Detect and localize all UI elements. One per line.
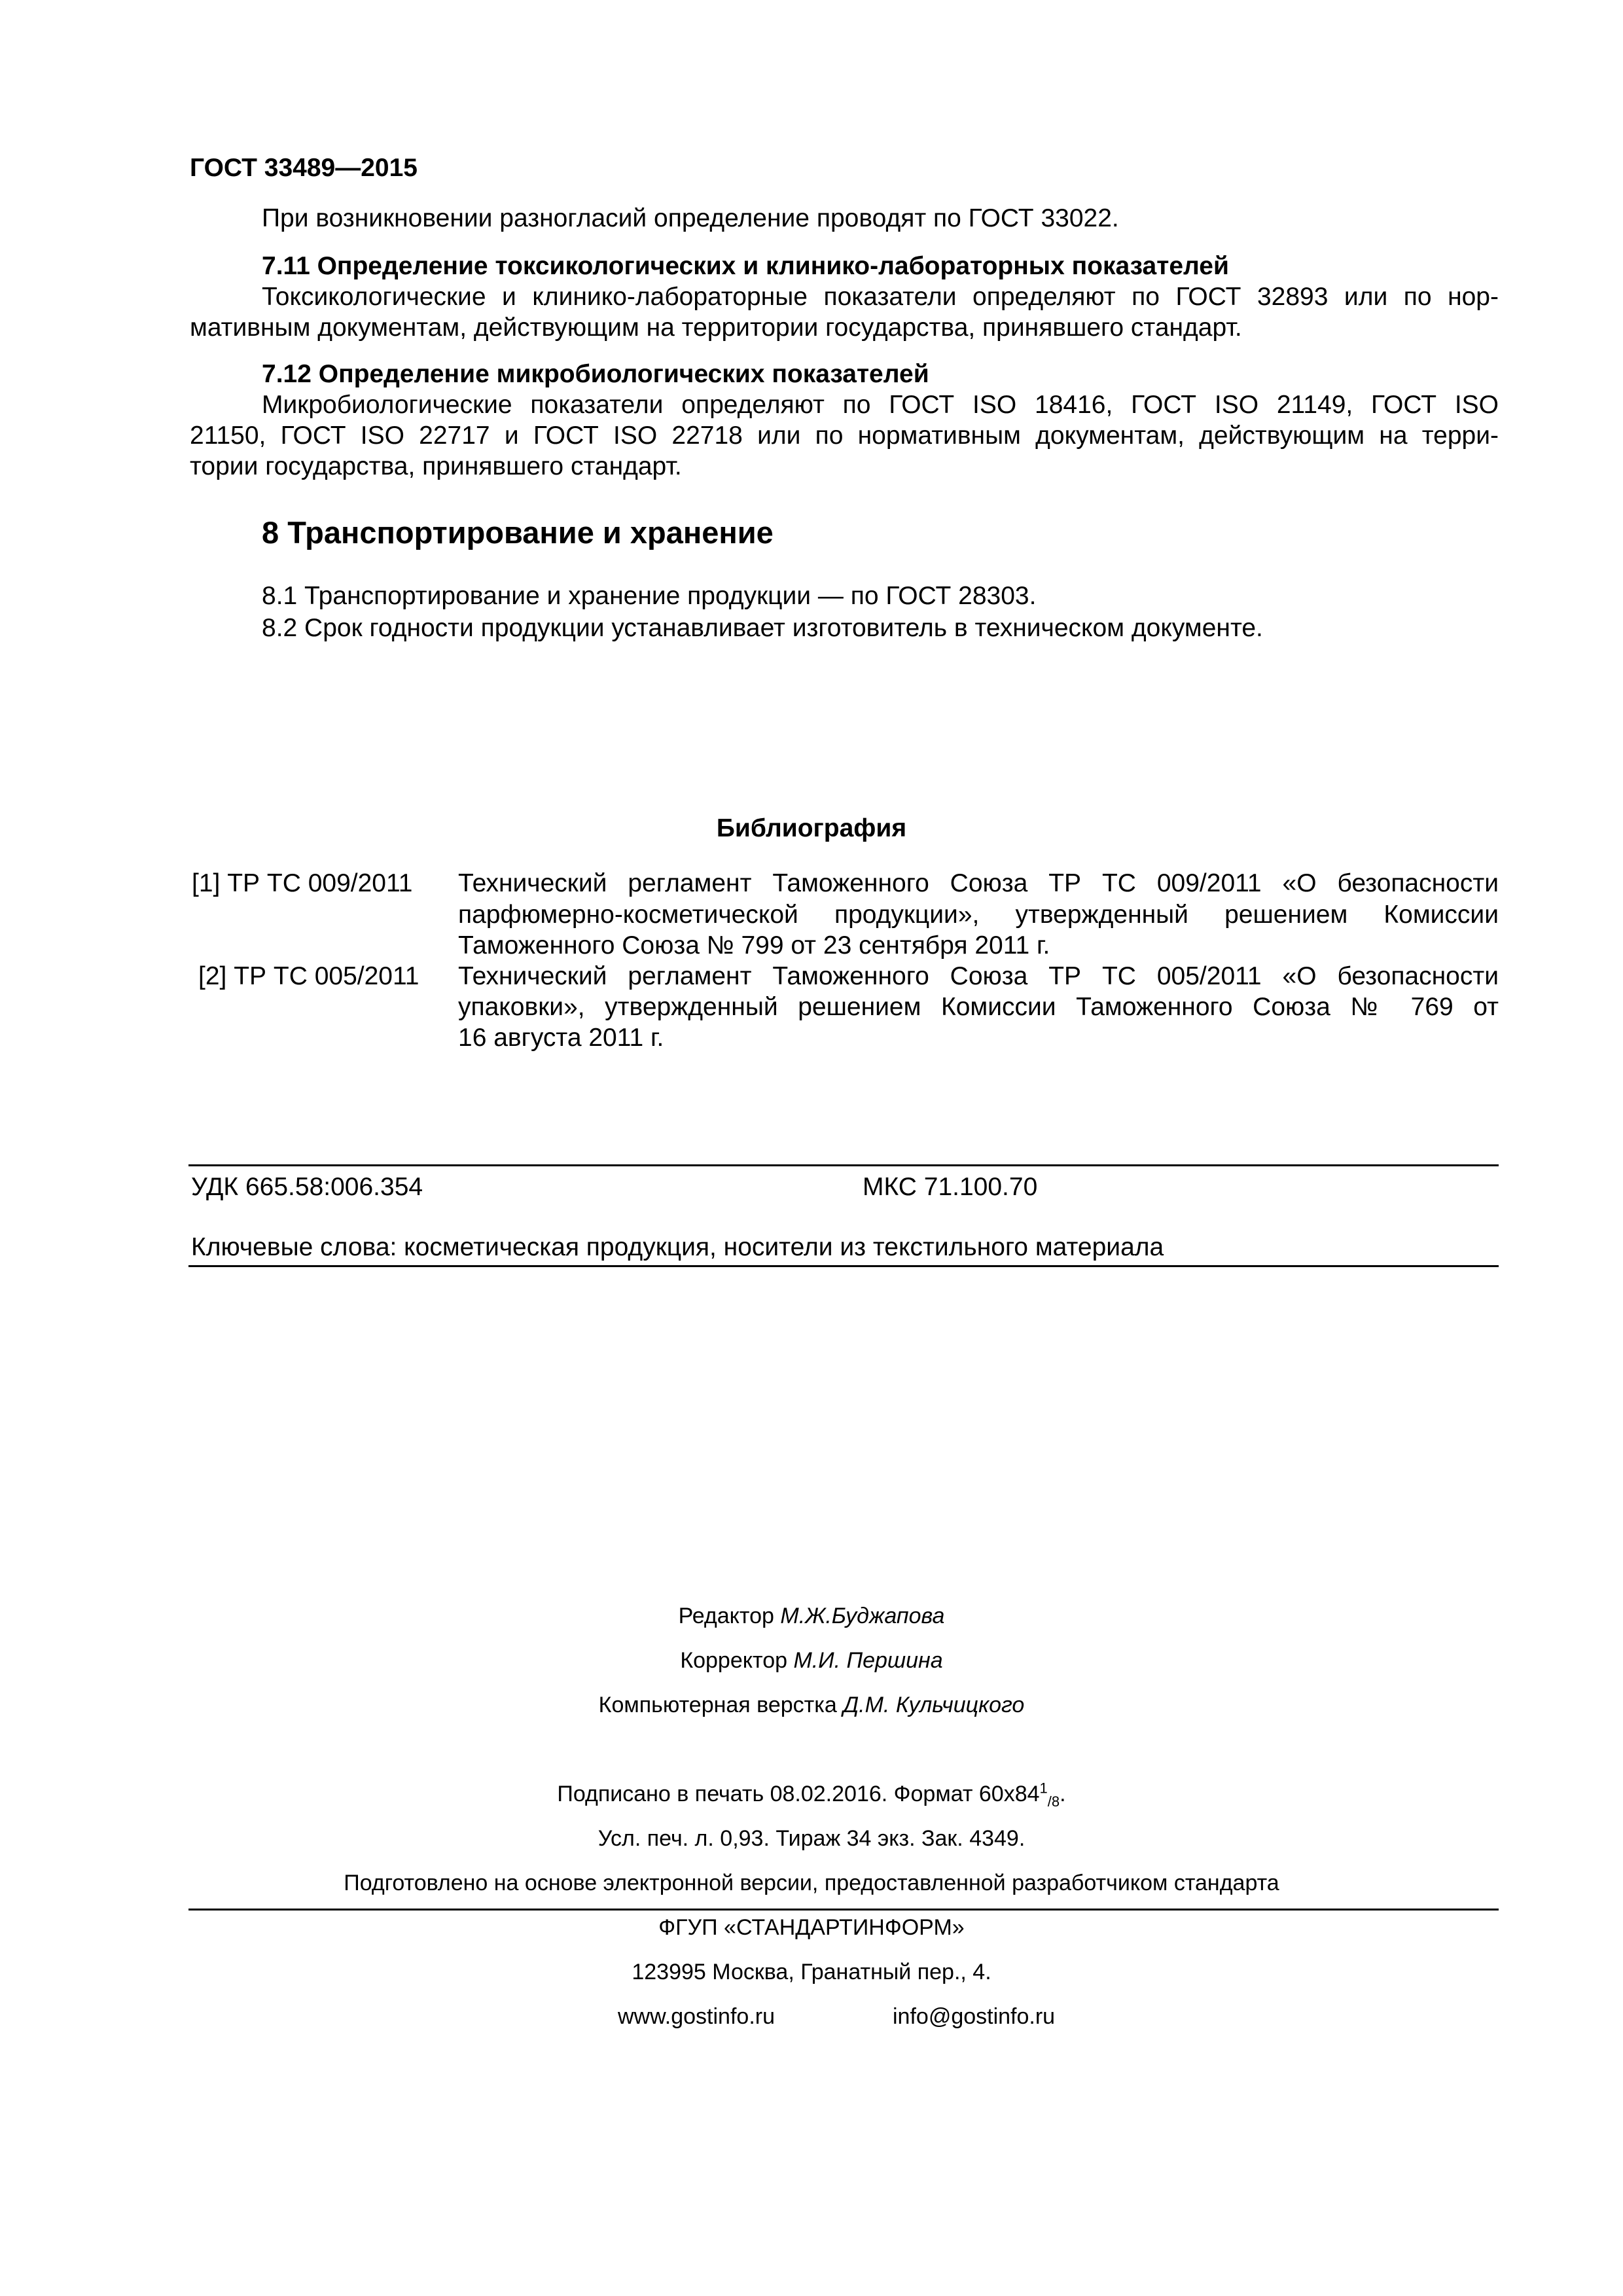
bibliography-text-line: упаковки», утвержденный решением Комиссии Таможенного Союза № 769 от — [458, 993, 1499, 1021]
bibliography-text-line: Технический регламент Таможенного Союза ТР ТС 009/2011 «О безопасности — [458, 869, 1499, 897]
signed-for-print-line — [0, 1780, 1623, 1810]
divider-line — [188, 1909, 1499, 1910]
bibliography-text-line: 16 августа 2011 г. — [458, 1024, 664, 1052]
bibliography-text-line: парфюмерно-косметической продукции», утвержденный решением Комиссии — [458, 901, 1499, 929]
bibliography-text-line: Таможенного Союза № 799 от 23 сентября 2011 г. — [458, 931, 1050, 960]
section-7-11-heading: 7.11 Определение токсикологических и клинико-лабораторных показателей — [262, 252, 1229, 280]
publisher-name: ФГУП «СТАНДАРТИНФОРМ» — [658, 1915, 965, 1940]
divider-line — [188, 1164, 1499, 1166]
divider-line — [188, 1265, 1499, 1267]
layout-line — [0, 1694, 1623, 1716]
editor-name: М.Ж.Буджапова — [780, 1604, 945, 1628]
corrector-name: М.И. Першина — [793, 1648, 943, 1673]
udk-code: УДК 665.58:006.354 — [191, 1173, 423, 1201]
website-link[interactable]: www.gostinfo.ru — [618, 2004, 775, 2029]
layout-name: Д.М. Кульчицкого — [843, 1693, 1025, 1717]
section-7-12-line-3: тории государства, принявшего стандарт. — [190, 452, 682, 480]
bibliography-ref: [1] ТР ТС 009/2011 — [192, 869, 413, 897]
format-subscript: /8 — [1047, 1793, 1060, 1810]
format-superscript: 1 — [1039, 1780, 1048, 1797]
editor-line — [0, 1605, 1623, 1627]
keywords: Ключевые слова: косметическая продукция, носители из текстильного материала — [191, 1233, 1164, 1261]
format-end: . — [1060, 1782, 1066, 1806]
section-7-11-line-1: Токсикологические и клинико-лабораторные показатели определяют по ГОСТ 32893 или по нор- — [262, 283, 1499, 311]
mks-code: МКС 71.100.70 — [863, 1173, 1038, 1201]
section-7-11-line-2: мативным документам, действующим на территории государства, принявшего стандарт. — [190, 314, 1242, 342]
bibliography-text-line: Технический регламент Таможенного Союза ТР ТС 005/2011 «О безопасности — [458, 962, 1499, 990]
signed-text: Подписано в печать 08.02.2016. Формат 60х84 — [557, 1782, 1040, 1806]
section-7-12-heading: 7.12 Определение микробиологических показателей — [262, 360, 929, 388]
disagreement-paragraph: При возникновении разногласий определение проводят по ГОСТ 33022. — [262, 204, 1119, 232]
email-link[interactable]: info@gostinfo.ru — [893, 2004, 1056, 2029]
section-7-12-line-1: Микробиологические показатели определяют по ГОСТ ISO 18416, ГОСТ ISO 21149, ГОСТ ISO — [262, 391, 1499, 419]
section-8-2: 8.2 Срок годности продукции устанавливает изготовитель в техническом документе. — [262, 614, 1263, 642]
print-info: Усл. печ. л. 0,93. Тираж 34 экз. Зак. 4349. — [597, 1826, 1026, 1851]
publisher-address: 123995 Москва, Гранатный пер., 4. — [632, 1960, 991, 1984]
section-8-heading: 8 Транспортирование и хранение — [262, 515, 774, 550]
bibliography-ref: [2] ТР ТС 005/2011 — [198, 962, 419, 990]
corrector-label: Корректор — [680, 1648, 788, 1673]
corrector-line — [0, 1649, 1623, 1672]
section-8-1: 8.1 Транспортирование и хранение продукции — по ГОСТ 28303. — [262, 582, 1037, 610]
prepared-note: Подготовлено на основе электронной версии, предоставленной разработчиком стандарта — [344, 1871, 1279, 1895]
section-7-12-line-2: 21150, ГОСТ ISO 22717 и ГОСТ ISO 22718 или по нормативным документам, действующим на терри- — [190, 422, 1499, 450]
editor-label: Редактор — [678, 1604, 774, 1628]
layout-label: Компьютерная верстка — [598, 1693, 837, 1717]
bibliography-heading: Библиография — [716, 814, 907, 842]
document-id-header: ГОСТ 33489—2015 — [190, 154, 418, 182]
